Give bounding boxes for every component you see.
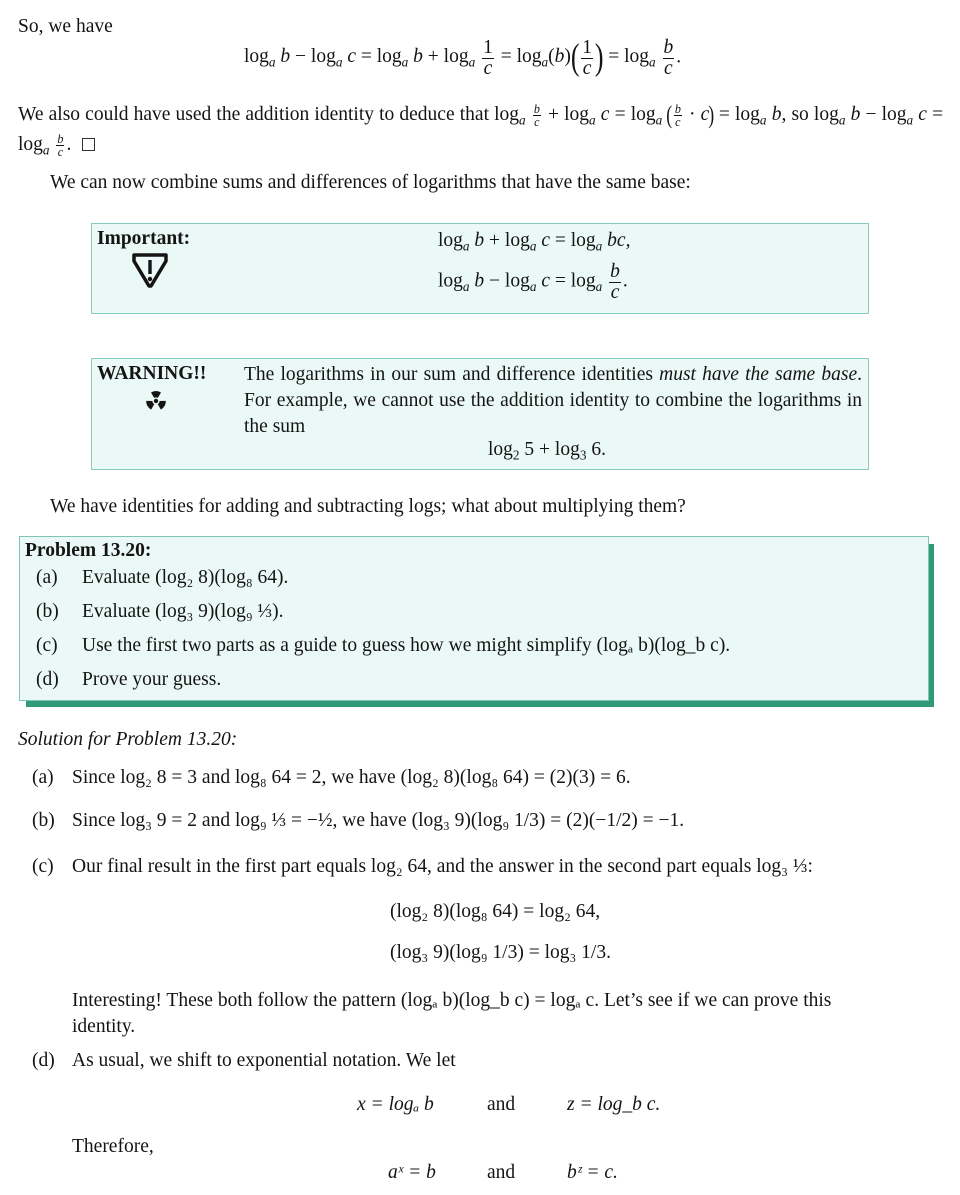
problem-box: [19, 536, 929, 701]
solution-part-d: (d) As usual, we shift to exponential notation. We let: [32, 1050, 456, 1071]
problem-part-b-text: Evaluate (log₃ 9)(log₉ ⅓).: [82, 601, 284, 622]
exp-2: bᶻ = c.: [567, 1162, 618, 1183]
problem-part-d-text: Prove your guess.: [82, 669, 222, 690]
interesting-line-1: Interesting! These both follow the pattern (logₐ b)(log_b c) = logₐ c. Let’s see if we can prove this: [72, 990, 832, 1011]
let-z: z = log_b c.: [567, 1094, 661, 1115]
and-2: and: [487, 1162, 516, 1183]
problem-part-d: (d) Prove your guess.: [36, 669, 222, 690]
sum-identity: $\log_a b + \log_a c = \log_a$ bc,: [438, 230, 631, 254]
solution-part-a: (a) Since log₂ 8 = 3 and log₈ 64 = 2, we have (log₂ 8)(log₈ 64) = (2)(3) = 6.: [32, 767, 631, 788]
problem-part-a: (a) Evaluate (log₂ 8)(log₈ 64).: [36, 567, 289, 588]
problem-part-b: (b) Evaluate (log₃ 9)(log₉ ⅓).: [36, 601, 284, 622]
problem-part-c-text: Use the first two parts as a guide to guess how we might simplify (logₐ b)(log_b c).: [82, 635, 731, 656]
warning-box: [91, 358, 869, 470]
solution-part-c: (c) Our final result in the first part equals log₂ 64, and the answer in the second part equals log₃ ⅓:: [32, 856, 813, 877]
intro-text: So, we have: [18, 16, 113, 37]
radiation-icon: [144, 388, 168, 412]
exp-1: aˣ = b: [388, 1162, 436, 1183]
solution-title: Solution for Problem 13.20:: [18, 729, 238, 750]
solution-part-c-text: Our final result in the first part equals log₂ 64, and the answer in the second part equals log₃ ⅓:: [72, 856, 813, 877]
equation-quotient-rule: $\log_a b - \log_a c = \log_a b + \log_a$ $\frac{1}{c}$ = $\log_a(b)$( $\frac{1}{c}$ ) = $\log_a$ $\frac{b}{c}$ .: [244, 37, 682, 79]
display-equation-2: (log₃ 9)(log₉ 1/3) = log₃ 1/3.: [390, 942, 611, 963]
therefore-text: Therefore,: [72, 1136, 154, 1157]
warning-label: WARNING!!: [97, 363, 207, 384]
multiply-question: We have identities for adding and subtracting logs; what about multiplying them?: [50, 496, 686, 517]
solution-part-b-text: Since log₃ 9 = 2 and log₉ ⅓ = −½, we have (log₃ 9)(log₉ 1/3) = (2)(−1/2) = −1.: [72, 810, 685, 831]
solution-part-b: (b) Since log₃ 9 = 2 and log₉ ⅓ = −½, we have (log₃ 9)(log₉ 1/3) = (2)(−1/2) = −1.: [32, 810, 685, 831]
problem-part-a-text: Evaluate (log₂ 8)(log₈ 64).: [82, 567, 289, 588]
solution-part-a-text: Since log₂ 8 = 3 and log₈ 64 = 2, we have (log₂ 8)(log₈ 64) = (2)(3) = 6.: [72, 767, 631, 788]
addition-identity-paragraph: We also could have used the addition identity to deduce that $\log_a$ $\frac{b}{c}$ + $\log_a c = \log_a$ ( $\frac{b}{c}$ · $c) = \log_a b$, so $\log_a b - \log_a c = \log_a$ $\frac{b}{c}$ .: [18, 100, 944, 160]
qed-square-icon: [82, 138, 95, 151]
important-box: [91, 223, 869, 314]
warning-text: The logarithms in our sum and difference identities must have the same base. For example, we cannot use the addition identity to combine the logarithms in the sum: [244, 364, 862, 437]
problem-title: Problem 13.20:: [25, 540, 152, 561]
interesting-line-2: identity.: [72, 1016, 136, 1037]
warning-triangle-icon: [130, 252, 170, 290]
combine-text: We can now combine sums and differences of logarithms that have the same base:: [50, 172, 691, 193]
display-equation-1: (log₂ 8)(log₈ 64) = log₂ 64,: [390, 901, 601, 922]
important-label: Important:: [97, 228, 191, 249]
difference-identity: $\log_a b - \log_a c = \log_a$ $\frac{b}{c}$ .: [438, 261, 628, 303]
problem-part-c: (c) Use the first two parts as a guide to guess how we might simplify (logₐ b)(log_b c).: [36, 635, 731, 656]
warning-example: $\log_2 5 + \log_3 6$.: [488, 439, 606, 463]
and-1: and: [487, 1094, 516, 1115]
let-x: x = logₐ b: [357, 1094, 434, 1115]
